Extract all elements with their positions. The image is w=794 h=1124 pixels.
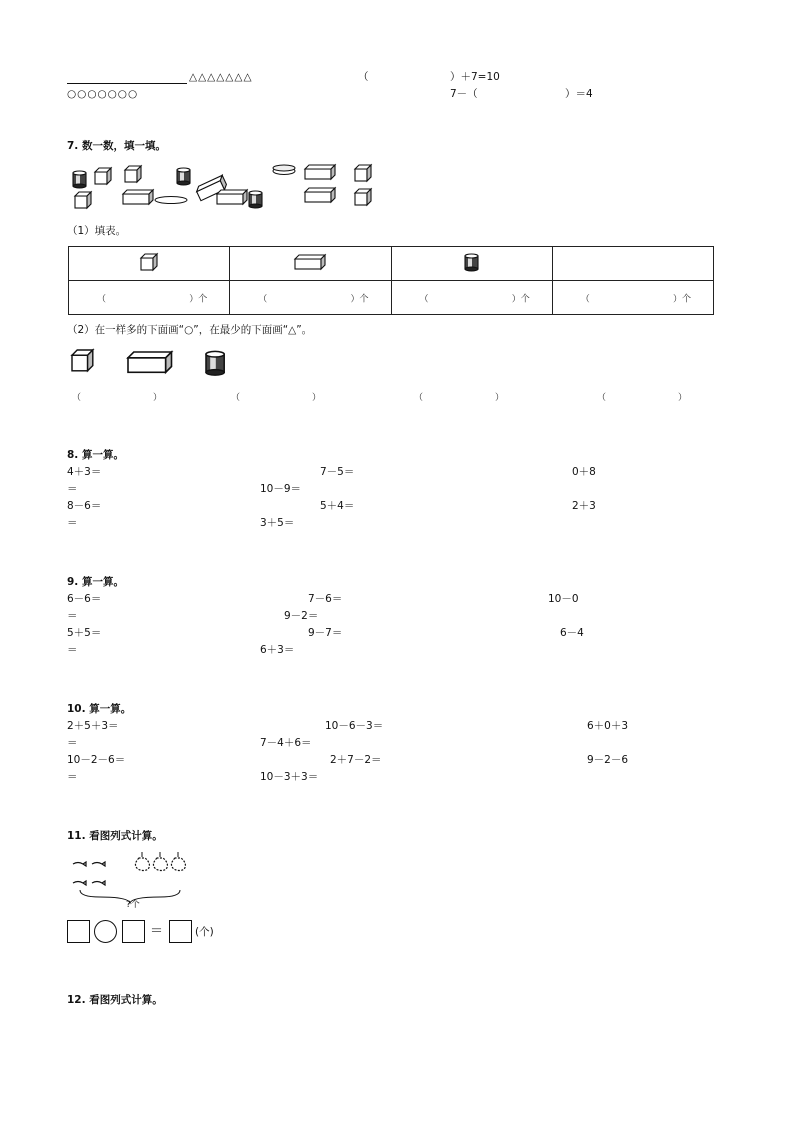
answer-box-2[interactable] bbox=[122, 920, 145, 943]
equation-2-left: 7－（ bbox=[450, 88, 478, 100]
cube-icon bbox=[355, 189, 371, 205]
q9-item: 6＋3＝ bbox=[260, 644, 295, 656]
cylinder-icon bbox=[249, 191, 262, 208]
unit-label: (个) bbox=[195, 926, 214, 938]
q8-item: 8－6＝ bbox=[67, 500, 102, 512]
answer-cell-cylinder[interactable]: （ ）个 bbox=[391, 281, 552, 315]
q7-sub1: （1）填表。 bbox=[67, 225, 127, 237]
answer-paren-cylinder[interactable]: （ ） bbox=[414, 393, 505, 403]
cube-icon bbox=[75, 192, 91, 208]
q10-title: 10. 算一算。 bbox=[67, 703, 132, 715]
circles-row: ○○○○○○○ bbox=[67, 88, 139, 100]
q8-title: 8. 算一算。 bbox=[67, 449, 124, 461]
answer-box-1[interactable] bbox=[67, 920, 90, 943]
equals-sign: ＝ bbox=[150, 924, 164, 939]
q7-sub2: （2）在一样多的下面画“○”，在最少的下面画“△”。 bbox=[67, 324, 313, 336]
cube-icon bbox=[72, 350, 93, 371]
q9-item: 10－0 bbox=[548, 593, 579, 605]
q11-title: 11. 看图列式计算。 bbox=[67, 830, 163, 842]
q8-item: 0＋8 bbox=[572, 466, 596, 478]
cylinder-icon bbox=[206, 351, 224, 375]
operator-circle[interactable] bbox=[94, 920, 117, 943]
answer-paren-cuboid[interactable]: （ ） bbox=[231, 393, 322, 403]
q12-title: 12. 看图列式计算。 bbox=[67, 994, 163, 1006]
q10-item: 10－2－6＝ bbox=[67, 754, 126, 766]
q7-shapes-figure bbox=[67, 162, 387, 210]
q9-item: 9－7＝ bbox=[308, 627, 343, 639]
q10-item: 6＋0＋3 bbox=[587, 720, 629, 732]
cuboid-icon bbox=[295, 255, 325, 269]
cuboid-icon bbox=[123, 190, 153, 204]
q9-item: 5＋5＝ bbox=[67, 627, 102, 639]
answer-paren-sphere[interactable]: （ ） bbox=[597, 393, 688, 403]
cylinder-icon bbox=[177, 168, 190, 185]
q9-title: 9. 算一算。 bbox=[67, 576, 124, 588]
q8-item: 7－5＝ bbox=[320, 466, 355, 478]
q7-shapes-row bbox=[72, 350, 302, 374]
cuboid-icon bbox=[128, 352, 172, 372]
pear-icon bbox=[135, 858, 185, 871]
table-row bbox=[69, 247, 714, 281]
table-header-sphere bbox=[552, 247, 713, 281]
q8-item: 4＋3＝ bbox=[67, 466, 102, 478]
q11-question-label: ?个 bbox=[126, 900, 140, 910]
equation-1-right: ）＋7=10 bbox=[450, 71, 500, 83]
cuboid-icon bbox=[305, 188, 335, 202]
cube-icon bbox=[141, 254, 157, 270]
q9-item: ＝ bbox=[67, 644, 78, 656]
q10-item: 2＋5＋3＝ bbox=[67, 720, 119, 732]
answer-box-result[interactable] bbox=[169, 920, 192, 943]
cylinder-icon bbox=[73, 171, 86, 188]
table-header-cylinder bbox=[391, 247, 552, 281]
answer-paren-cube[interactable]: （ ） bbox=[72, 393, 163, 403]
answer-cell-sphere[interactable]: （ ）个 bbox=[552, 281, 713, 315]
q10-item: 2＋7－2＝ bbox=[330, 754, 382, 766]
q8-item: 2＋3 bbox=[572, 500, 596, 512]
cube-icon bbox=[125, 166, 141, 182]
cube-icon bbox=[355, 165, 371, 181]
answer-cell-cuboid[interactable]: （ ）个 bbox=[230, 281, 391, 315]
q10-item: ＝ bbox=[67, 737, 78, 749]
q8-item: 5＋4＝ bbox=[320, 500, 355, 512]
q7-count-table bbox=[68, 246, 714, 315]
cylinder-icon bbox=[465, 253, 478, 271]
sphere-icon bbox=[624, 254, 642, 270]
q9-item: 7－6＝ bbox=[308, 593, 343, 605]
q10-item: 9－2－6 bbox=[587, 754, 629, 766]
q10-item: 10－3＋3＝ bbox=[260, 771, 319, 783]
triangles-row: △△△△△△△ bbox=[189, 71, 253, 83]
table-header-cuboid bbox=[230, 247, 391, 281]
table-row bbox=[69, 281, 714, 315]
cube-icon bbox=[95, 168, 111, 184]
q8-item: ＝ bbox=[67, 517, 78, 529]
q9-item: 9－2＝ bbox=[284, 610, 319, 622]
fish-icon bbox=[73, 862, 105, 885]
equation-1-left: （ bbox=[358, 71, 369, 83]
equation-2-right: ）＝4 bbox=[565, 88, 593, 100]
answer-blank-line[interactable] bbox=[67, 83, 187, 84]
q8-item: 10－9＝ bbox=[260, 483, 302, 495]
q10-item: 10－6－3＝ bbox=[325, 720, 384, 732]
q9-item: 6－4 bbox=[560, 627, 584, 639]
q10-item: ＝ bbox=[67, 771, 78, 783]
cuboid-icon bbox=[305, 165, 335, 179]
q10-item: 7－4＋6＝ bbox=[260, 737, 312, 749]
q8-item: 3＋5＝ bbox=[260, 517, 295, 529]
q8-item: ＝ bbox=[67, 483, 78, 495]
q7-title: 7. 数一数，填一填。 bbox=[67, 140, 166, 152]
cuboid-icon bbox=[217, 190, 247, 204]
q9-item: 6－6＝ bbox=[67, 593, 102, 605]
q9-item: ＝ bbox=[67, 610, 78, 622]
table-header-cube bbox=[69, 247, 230, 281]
answer-cell-cube[interactable]: （ ）个 bbox=[69, 281, 230, 315]
